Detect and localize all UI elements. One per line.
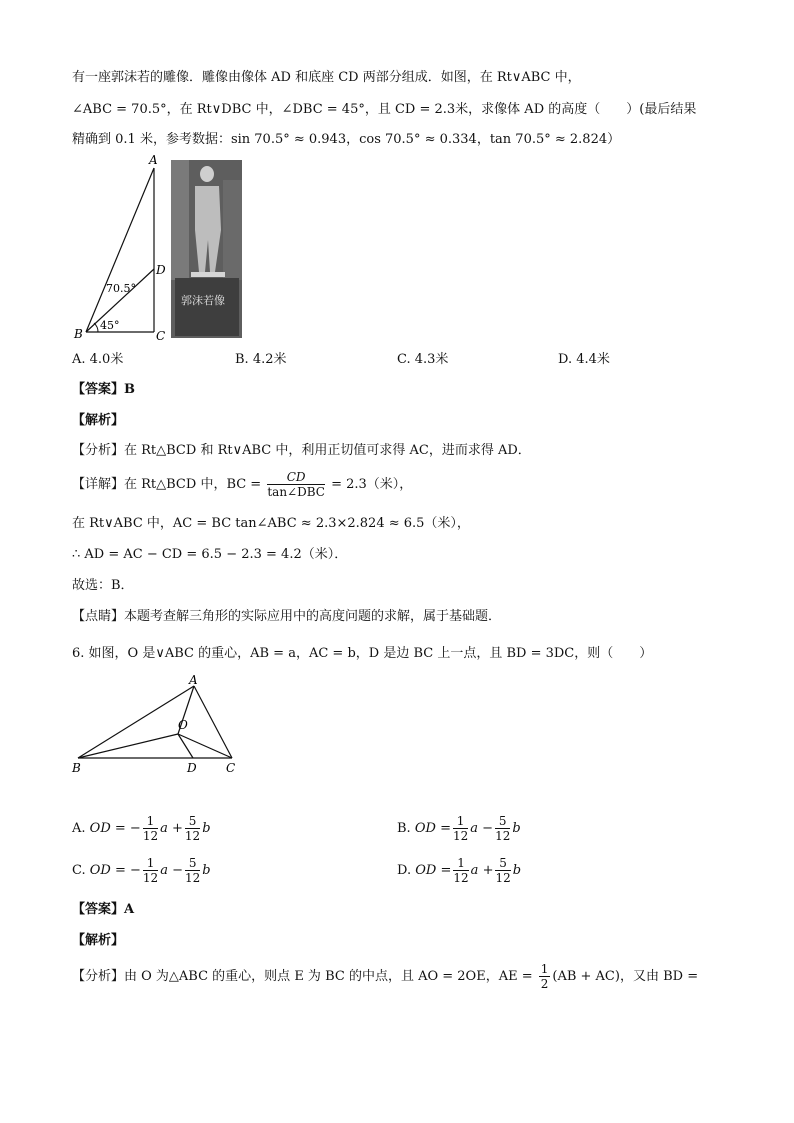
problem6-option-c[interactable]: C. OD = − $\frac{1}{12}$ a − $\frac{5}{12}$ b [72,856,211,885]
detail-suffix: = 2.3（米）， [326,477,413,492]
detail-prefix: 【详解】在 Rt△BCD 中，BC = [72,477,266,492]
label-c: C [226,761,236,775]
label-o: O [178,718,188,732]
triangle-figure-centroid [68,672,248,778]
triangle-figure-abc [68,152,172,344]
statue-photo [171,160,242,338]
problem6-option-d[interactable]: D. OD = $\frac{1}{12}$ a + $\frac{5}{12}$ b [397,856,522,885]
problem6-analysis-heading: 【解析】 [72,933,125,948]
problem5-line2: ∠ABC = 70.5°，在 Rt∨DBC 中，∠DBC = 45°，且 CD = 2.3米，求像体 AD 的高度（ ）(最后结果 [72,102,697,117]
problem6-option-a[interactable]: A. OD = − $\frac{1}{12}$ a + $\frac{5}{12}$ b [72,814,211,843]
label-b: B [74,327,83,341]
label-d: D [156,263,166,277]
label-c: C [156,329,166,343]
problem5-option-d[interactable]: D. 4.4米 [558,352,610,367]
problem5-line1: 有一座郭沫若的雕像．雕像由像体 AD 和底座 CD 两部分组成．如图，在 Rt∨ABC 中， [72,70,581,85]
problem5-detail [72,468,412,502]
problem5-option-c[interactable]: C. 4.3米 [397,352,449,367]
problem5-step2: 在 Rt∨ABC 中，AC = BC tan∠ABC ≈ 2.3×2.824 ≈ 6.5（米）， [72,516,470,531]
angle-45-label: 45° [100,319,120,332]
angle-70-5-label: 70.5° [106,282,136,295]
problem6-option-b[interactable]: B. OD = $\frac{1}{12}$ a − $\frac{5}{12}$ b [397,814,521,843]
label-d: D [187,761,197,775]
problem5-choose: 故选：B． [72,578,134,593]
fraction-numerator: CD [267,470,325,485]
pedestal-inscription: 郭沫若像 [181,294,225,307]
label-a: A [189,673,198,687]
cd-over-tan-fraction [267,470,325,499]
problem5-line3: 精确到 0.1 米，参考数据：sin 70.5° ≈ 0.943，cos 70.5° ≈ 0.334，tan 70.5° ≈ 2.824） [72,132,621,147]
problem6-stem: 6. 如图，O 是∨ABC 的重心，AB = a，AC = b，D 是边 BC 上一点，且 BD = 3DC，则（ ） [72,646,653,661]
problem5-option-b[interactable]: B. 4.2米 [235,352,287,367]
problem5-step3: ∴ AD = AC − CD = 6.5 − 2.3 = 4.2（米）． [72,547,348,562]
problem6-analysis: 【分析】由 O 为△ABC 的重心，则点 E 为 BC 的中点，且 AO = 2OE，AE = $\frac{1}{2}$ (AB + AC)，又由 BD = [72,962,699,991]
problem5-summary: 【点睛】本题考查解三角形的实际应用中的高度问题的求解，属于基础题． [72,609,502,624]
problem5-analysis: 【分析】在 Rt△BCD 和 Rt∨ABC 中，利用正切值可求得 AC，进而求得 AD． [72,443,531,458]
statue-illustration [171,160,242,338]
label-b: B [72,761,81,775]
fraction-denominator: tan∠DBC [267,485,325,499]
problem5-analysis-heading: 【解析】 [72,413,125,428]
problem6-answer: 【答案】A [72,902,135,917]
label-a: A [149,153,158,167]
problem5-answer: 【答案】B [72,382,135,397]
problem5-option-a[interactable]: A. 4.0米 [72,352,124,367]
